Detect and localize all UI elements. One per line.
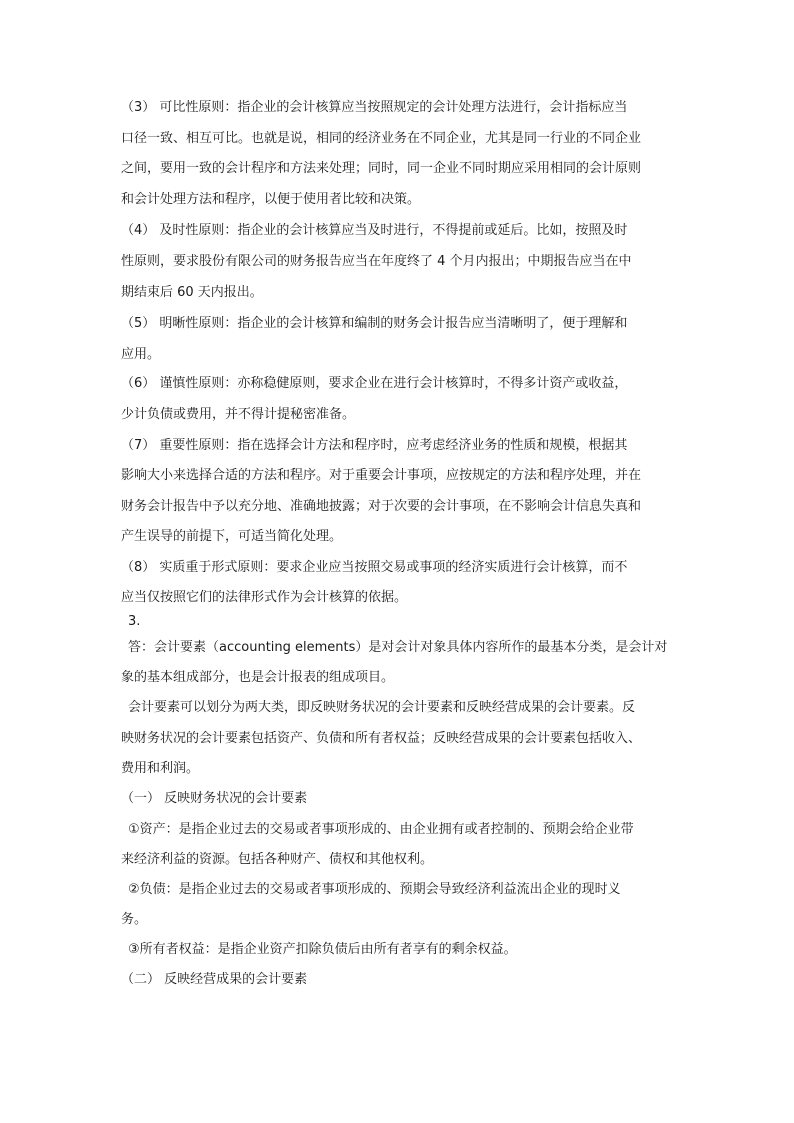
text-line: 来经济利益的资源。包括各种财产、债权和其他权利。 (121, 852, 434, 867)
text-line: 应用。 (121, 347, 161, 362)
text-line: （一） 反映财务状况的会计要素 (121, 791, 308, 806)
text-line: ③所有者权益：是指企业资产扣除负债后由所有者享有的剩余权益。 (128, 942, 517, 957)
text-line: 财务会计报告中予以充分地、准确地披露；对于次要的会计事项，在不影响会计信息失真和 (121, 499, 642, 514)
text-line: 期结束后 60 天内报出。 (121, 285, 263, 300)
text-line: 映财务状况的会计要素包括资产、负债和所有者权益；反映经营成果的会计要素包括收入、 (121, 731, 642, 746)
text-line: ①资产：是指企业过去的交易或者事项形成的、由企业拥有或者控制的、预期会给企业带 (128, 822, 634, 837)
text-line: 口径一致、相互可比。也就是说，相同的经济业务在不同企业，尤其是同一行业的不同企业 (121, 131, 642, 146)
text-line: 象的基本组成部分，也是会计报表的组成项目。 (121, 670, 395, 685)
text-line: 费用和利润。 (121, 761, 200, 776)
text-line: （6） 谨慎性原则：亦称稳健原则，要求企业在进行会计核算时，不得多计资产或收益， (121, 376, 628, 391)
text-line: （二） 反映经营成果的会计要素 (121, 972, 308, 987)
text-line: （5） 明晰性原则：指企业的会计核算和编制的财务会计报告应当清晰明了，便于理解和 (121, 316, 628, 331)
text-line: ②负债：是指企业过去的交易或者事项形成的、预期会导致经济利益流出企业的现时义 (128, 882, 621, 897)
text-line: 和会计处理方法和程序，以便于使用者比较和决策。 (121, 192, 421, 207)
text-line: （7） 重要性原则：指在选择会计方法和程序时，应考虑经济业务的性质和规模，根据其 (121, 438, 628, 453)
text-line: （4） 及时性原则：指企业的会计核算应当及时进行，不得提前或延后。比如，按照及时 (121, 223, 628, 238)
text-line: 答：会计要素（accounting elements）是对会计对象具体内容所作的最基本分类，是会计对 (128, 640, 668, 655)
text-line: 务。 (121, 912, 148, 927)
text-line: （8） 实质重于形式原则：要求企业应当按照交易或事项的经济实质进行会计核算，而不 (121, 560, 628, 575)
text-line: 产生误导的前提下，可适当简化处理。 (121, 529, 343, 544)
text-line: 少计负债或费用，并不得计提秘密准备。 (121, 407, 356, 422)
text-line: 3. (128, 614, 141, 629)
text-line: 性原则，要求股份有限公司的财务报告应当在年度终了 4 个月内报出；中期报告应当在中 (121, 254, 632, 269)
text-line: 影响大小来选择合适的方法和程序。对于重要会计事项，应按规定的方法和程序处理，并在 (121, 468, 642, 483)
text-line: 会计要素可以划分为两大类，即反映财务状况的会计要素和反映经营成果的会计要素。反 (128, 700, 636, 715)
text-line: 应当仅按照它们的法律形式作为会计核算的依据。 (121, 590, 408, 605)
text-line: （3） 可比性原则：指企业的会计核算应当按照规定的会计处理方法进行，会计指标应当 (121, 100, 628, 115)
text-line: 之间，要用一致的会计程序和方法来处理；同时，同一企业不同时期应采用相同的会计原则 (121, 161, 642, 176)
